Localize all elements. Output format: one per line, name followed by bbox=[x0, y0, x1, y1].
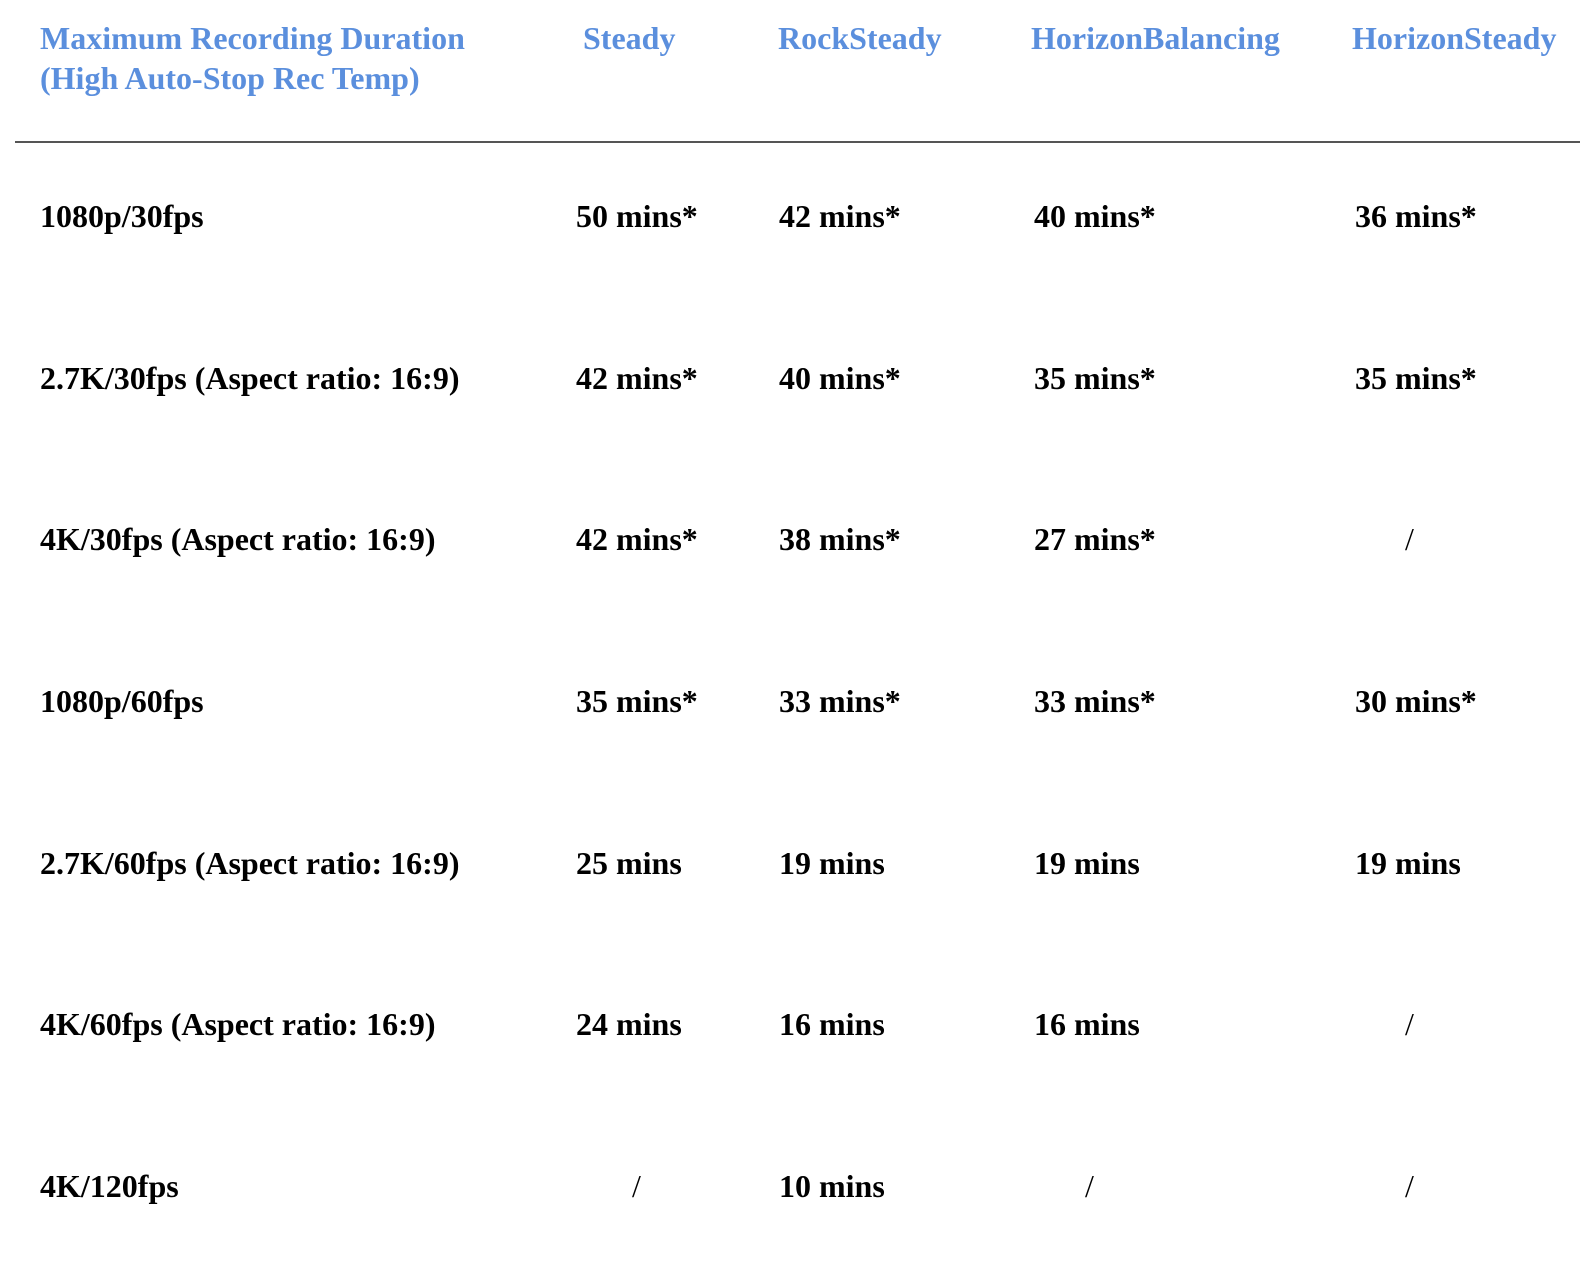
row-label: 1080p/30fps bbox=[40, 198, 204, 234]
table-title-line-1: Maximum Recording Duration bbox=[40, 20, 465, 56]
cell-steady: 42 mins* bbox=[576, 360, 698, 396]
column-header-steady: Steady bbox=[583, 20, 676, 56]
cell-steady: / bbox=[632, 1168, 641, 1204]
cell-rocksteady: 19 mins bbox=[779, 845, 885, 881]
cell-steady: 24 mins bbox=[576, 1006, 682, 1042]
table-title bbox=[40, 18, 540, 98]
column-header-horizonsteady: HorizonSteady bbox=[1352, 20, 1557, 56]
cell-steady: 42 mins* bbox=[576, 521, 698, 557]
cell-rocksteady: 40 mins* bbox=[779, 360, 901, 396]
table-row bbox=[0, 681, 1592, 721]
table-row bbox=[0, 843, 1592, 883]
column-header-rocksteady: RockSteady bbox=[778, 20, 942, 56]
cell-horizonbalancing: 16 mins bbox=[1034, 1006, 1140, 1042]
cell-horizonbalancing: 35 mins* bbox=[1034, 360, 1156, 396]
cell-horizonsteady: 30 mins* bbox=[1355, 683, 1477, 719]
row-label: 4K/60fps (Aspect ratio: 16:9) bbox=[40, 1006, 436, 1042]
cell-steady: 25 mins bbox=[576, 845, 682, 881]
cell-steady: 50 mins* bbox=[576, 198, 698, 234]
row-label: 1080p/60fps bbox=[40, 683, 204, 719]
cell-horizonsteady: / bbox=[1405, 521, 1414, 557]
cell-rocksteady: 38 mins* bbox=[779, 521, 901, 557]
row-label: 4K/120fps bbox=[40, 1168, 179, 1204]
cell-rocksteady: 16 mins bbox=[779, 1006, 885, 1042]
table-row bbox=[0, 196, 1592, 236]
table-row bbox=[0, 1004, 1592, 1044]
cell-steady: 35 mins* bbox=[576, 683, 698, 719]
cell-horizonsteady: / bbox=[1405, 1168, 1414, 1204]
cell-horizonbalancing: 33 mins* bbox=[1034, 683, 1156, 719]
cell-horizonbalancing: 27 mins* bbox=[1034, 521, 1156, 557]
table-row bbox=[0, 358, 1592, 398]
cell-rocksteady: 10 mins bbox=[779, 1168, 885, 1204]
table-title-line-2: (High Auto-Stop Rec Temp) bbox=[40, 60, 420, 96]
cell-rocksteady: 33 mins* bbox=[779, 683, 901, 719]
cell-horizonbalancing: 19 mins bbox=[1034, 845, 1140, 881]
table-row bbox=[0, 1166, 1592, 1206]
column-header-horizonbalancing: HorizonBalancing bbox=[1031, 20, 1280, 56]
header-divider bbox=[15, 141, 1580, 143]
cell-horizonsteady: 19 mins bbox=[1355, 845, 1461, 881]
row-label: 4K/30fps (Aspect ratio: 16:9) bbox=[40, 521, 436, 557]
cell-horizonsteady: / bbox=[1405, 1006, 1414, 1042]
cell-horizonsteady: 35 mins* bbox=[1355, 360, 1477, 396]
row-label: 2.7K/30fps (Aspect ratio: 16:9) bbox=[40, 360, 460, 396]
cell-rocksteady: 42 mins* bbox=[779, 198, 901, 234]
table-row bbox=[0, 519, 1592, 559]
row-label: 2.7K/60fps (Aspect ratio: 16:9) bbox=[40, 845, 460, 881]
cell-horizonbalancing: 40 mins* bbox=[1034, 198, 1156, 234]
cell-horizonsteady: 36 mins* bbox=[1355, 198, 1477, 234]
cell-horizonbalancing: / bbox=[1085, 1168, 1094, 1204]
